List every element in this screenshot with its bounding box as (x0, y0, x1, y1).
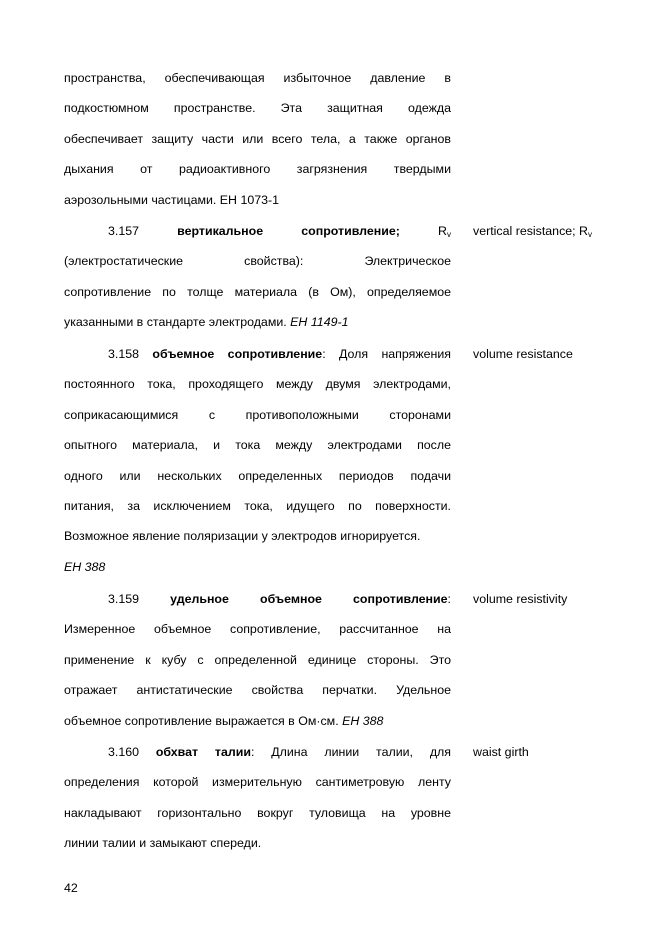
entry-number: 3.157 (108, 224, 140, 238)
entry-line: указанными в стандарте электродами. ЕН 1149-1 (64, 315, 349, 330)
intro-line: дыхания от радиоактивного загрязнения твердыми (64, 162, 451, 177)
entry-number: 3.158 (108, 347, 140, 361)
entry-line: отражает антистатические свойства перчатки. Удельное (64, 683, 451, 698)
intro-line: обеспечивает защиту части или всего тела, а также органов (64, 131, 451, 146)
entry-3-158 (64, 346, 451, 589)
english-term: volume resistance (473, 347, 573, 361)
entry-3-159 (64, 591, 451, 743)
entry-heading (64, 223, 451, 253)
entry-line: сопротивление по толще материала (в Ом), определяемое (64, 284, 451, 299)
entry-term: обхват талии (155, 745, 251, 759)
english-term: waist girth (473, 745, 529, 759)
entry-line: питания, за исключением тока, идущего по поверхности. (64, 498, 451, 513)
entry-number: 3.160 (108, 745, 140, 759)
entry-line: применение к кубу с определенной единице стороны. Это (64, 652, 451, 667)
entry-line (64, 559, 451, 589)
entry-line: определения которой измерительную сантиметровую ленту (64, 775, 451, 790)
entry-number: 3.159 (108, 592, 140, 606)
entry-line: (электростатические свойства): Электрическое (64, 254, 451, 269)
entry-line: объемное сопротивление выражается в Ом·см. ЕН 388 (64, 713, 384, 728)
entry-term: объемное сопротивление (152, 347, 323, 361)
intro-line: пространства, обеспечивающая избыточное давление в (64, 71, 451, 85)
entry-term: удельное объемное сопротивление (170, 592, 448, 606)
entry-line: линии талии и замыкают спереди. (64, 836, 262, 851)
entry-term: вертикальное сопротивление; (177, 224, 400, 238)
entry-reference: ЕН 388 (342, 713, 384, 728)
intro-line: подкостюмном пространстве. Эта защитная одежда (64, 101, 451, 116)
entry-symbol: $R_v$ (438, 224, 451, 239)
entry-3-160 (64, 744, 451, 866)
entry-3-157 (64, 223, 451, 345)
entry-heading: 3.158 объемное сопротивление: Доля напряжения (108, 347, 451, 361)
english-term: vertical resistance; $R_v$ (473, 224, 592, 239)
intro-line: аэрозольными частицами. ЕН 1073-1 (64, 192, 280, 207)
entry-line: одного или нескольких определенных периодов подачи (64, 468, 451, 483)
entry-line: Измеренное объемное сопротивление, рассчитанное на (64, 622, 451, 637)
entry-reference: ЕН 1149-1 (290, 315, 349, 330)
entry-line: Возможное явление поляризации у электродов игнорируется. (64, 529, 421, 544)
entry-heading: 3.160 обхват талии: Длина линии талии, для (108, 745, 451, 759)
intro-paragraph (64, 70, 451, 222)
entry-reference: ЕН 388 (64, 559, 106, 574)
entry-heading: 3.159 удельное объемное сопротивление: (108, 592, 451, 606)
entry-line: постоянного тока, проходящего между двумя электродами, (64, 377, 451, 392)
entry-line: опытного материала, и тока между электродами после (64, 438, 451, 453)
page-number: 42 (64, 881, 78, 895)
english-term: volume resistivity (473, 592, 568, 606)
entry-line: соприкасающимися с противоположными сторонами (64, 407, 451, 422)
entry-line: накладывают горизонтально вокруг туловища на уровне (64, 805, 451, 820)
